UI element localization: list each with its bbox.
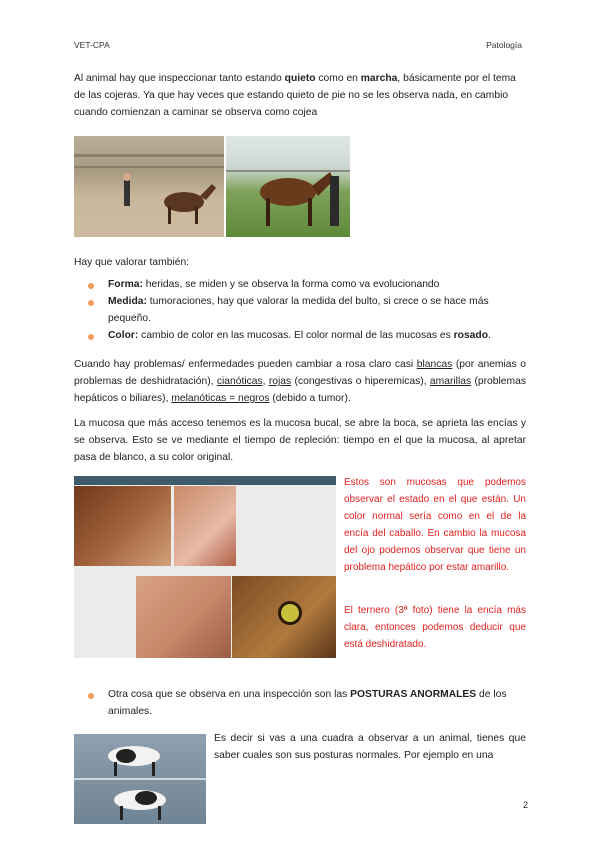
- page-number: 2: [522, 800, 528, 810]
- bullet-forma: Forma: heridas, se miden y se observa la forma como va evolucionando: [108, 279, 440, 290]
- header-left: VET-CPA: [74, 40, 110, 50]
- bullet-color: Color: cambio de color en las mucosas. El color normal de las mucosas es rosado.: [108, 330, 491, 341]
- mucosa-figure: [74, 476, 336, 658]
- red-note-1: Estos son mucosas que podemos observar el estado en el que están. Un color normal sería como en el de la encía del caballo. En cambio la mucosa del ojo podemos observar que tiene un problema hepático por estar amarillo.: [344, 477, 526, 573]
- bullet-dot: [88, 693, 94, 699]
- bullet-medida: Medida: tumoraciones, hay que valorar la medida del bulto, si crece o se hace más pequeño.: [108, 296, 489, 324]
- header-right: Patología: [486, 40, 522, 50]
- bullet-dot: [88, 283, 94, 289]
- red-note-2: El ternero (3ª foto) tiene la encía más clara, entonces podemos deducir que está deshidratado.: [344, 605, 526, 650]
- bullet-dot: [88, 334, 94, 340]
- horse-standing-photo: [226, 136, 350, 237]
- also-heading: Hay que valorar también:: [74, 257, 190, 268]
- cow-postures-photo: [74, 734, 206, 824]
- mucosa-paragraph: La mucosa que más acceso tenemos es la mucosa bucal, se abre la boca, se aprieta las encías y se observa. Esto se ve mediante el tiempo de repleción: tiempo en el que la mucosa, al apretar pasa de blanco, a su color original.: [74, 418, 526, 463]
- postures-bullet: Otra cosa que se observa en una inspección son las POSTURAS ANORMALES de los animales.: [108, 689, 507, 717]
- bullet-dot: [88, 300, 94, 306]
- postures-paragraph: Es decir si vas a una cuadra a observar a un animal, tienes que saber cuales son sus posturas normales. Por ejemplo en una: [214, 733, 526, 761]
- horse-walking-photo: [74, 136, 224, 237]
- problems-paragraph: Cuando hay problemas/ enfermedades pueden cambiar a rosa claro casi blancas (por anemias o problemas de deshidratación), cianóticas, rojas (congestivas o hiperemicas), amarillas (problemas hepáticos o biliares), melanóticas = negros (debido a tumor).: [74, 359, 526, 404]
- intro-paragraph: Al animal hay que inspeccionar tanto estando quieto como en marcha, básicamente por el tema de las cojeras. Ya que hay veces que estando quieto de pie no se les observa nada, en cambio cuando comienzan a caminar se observa como cojea: [74, 73, 516, 118]
